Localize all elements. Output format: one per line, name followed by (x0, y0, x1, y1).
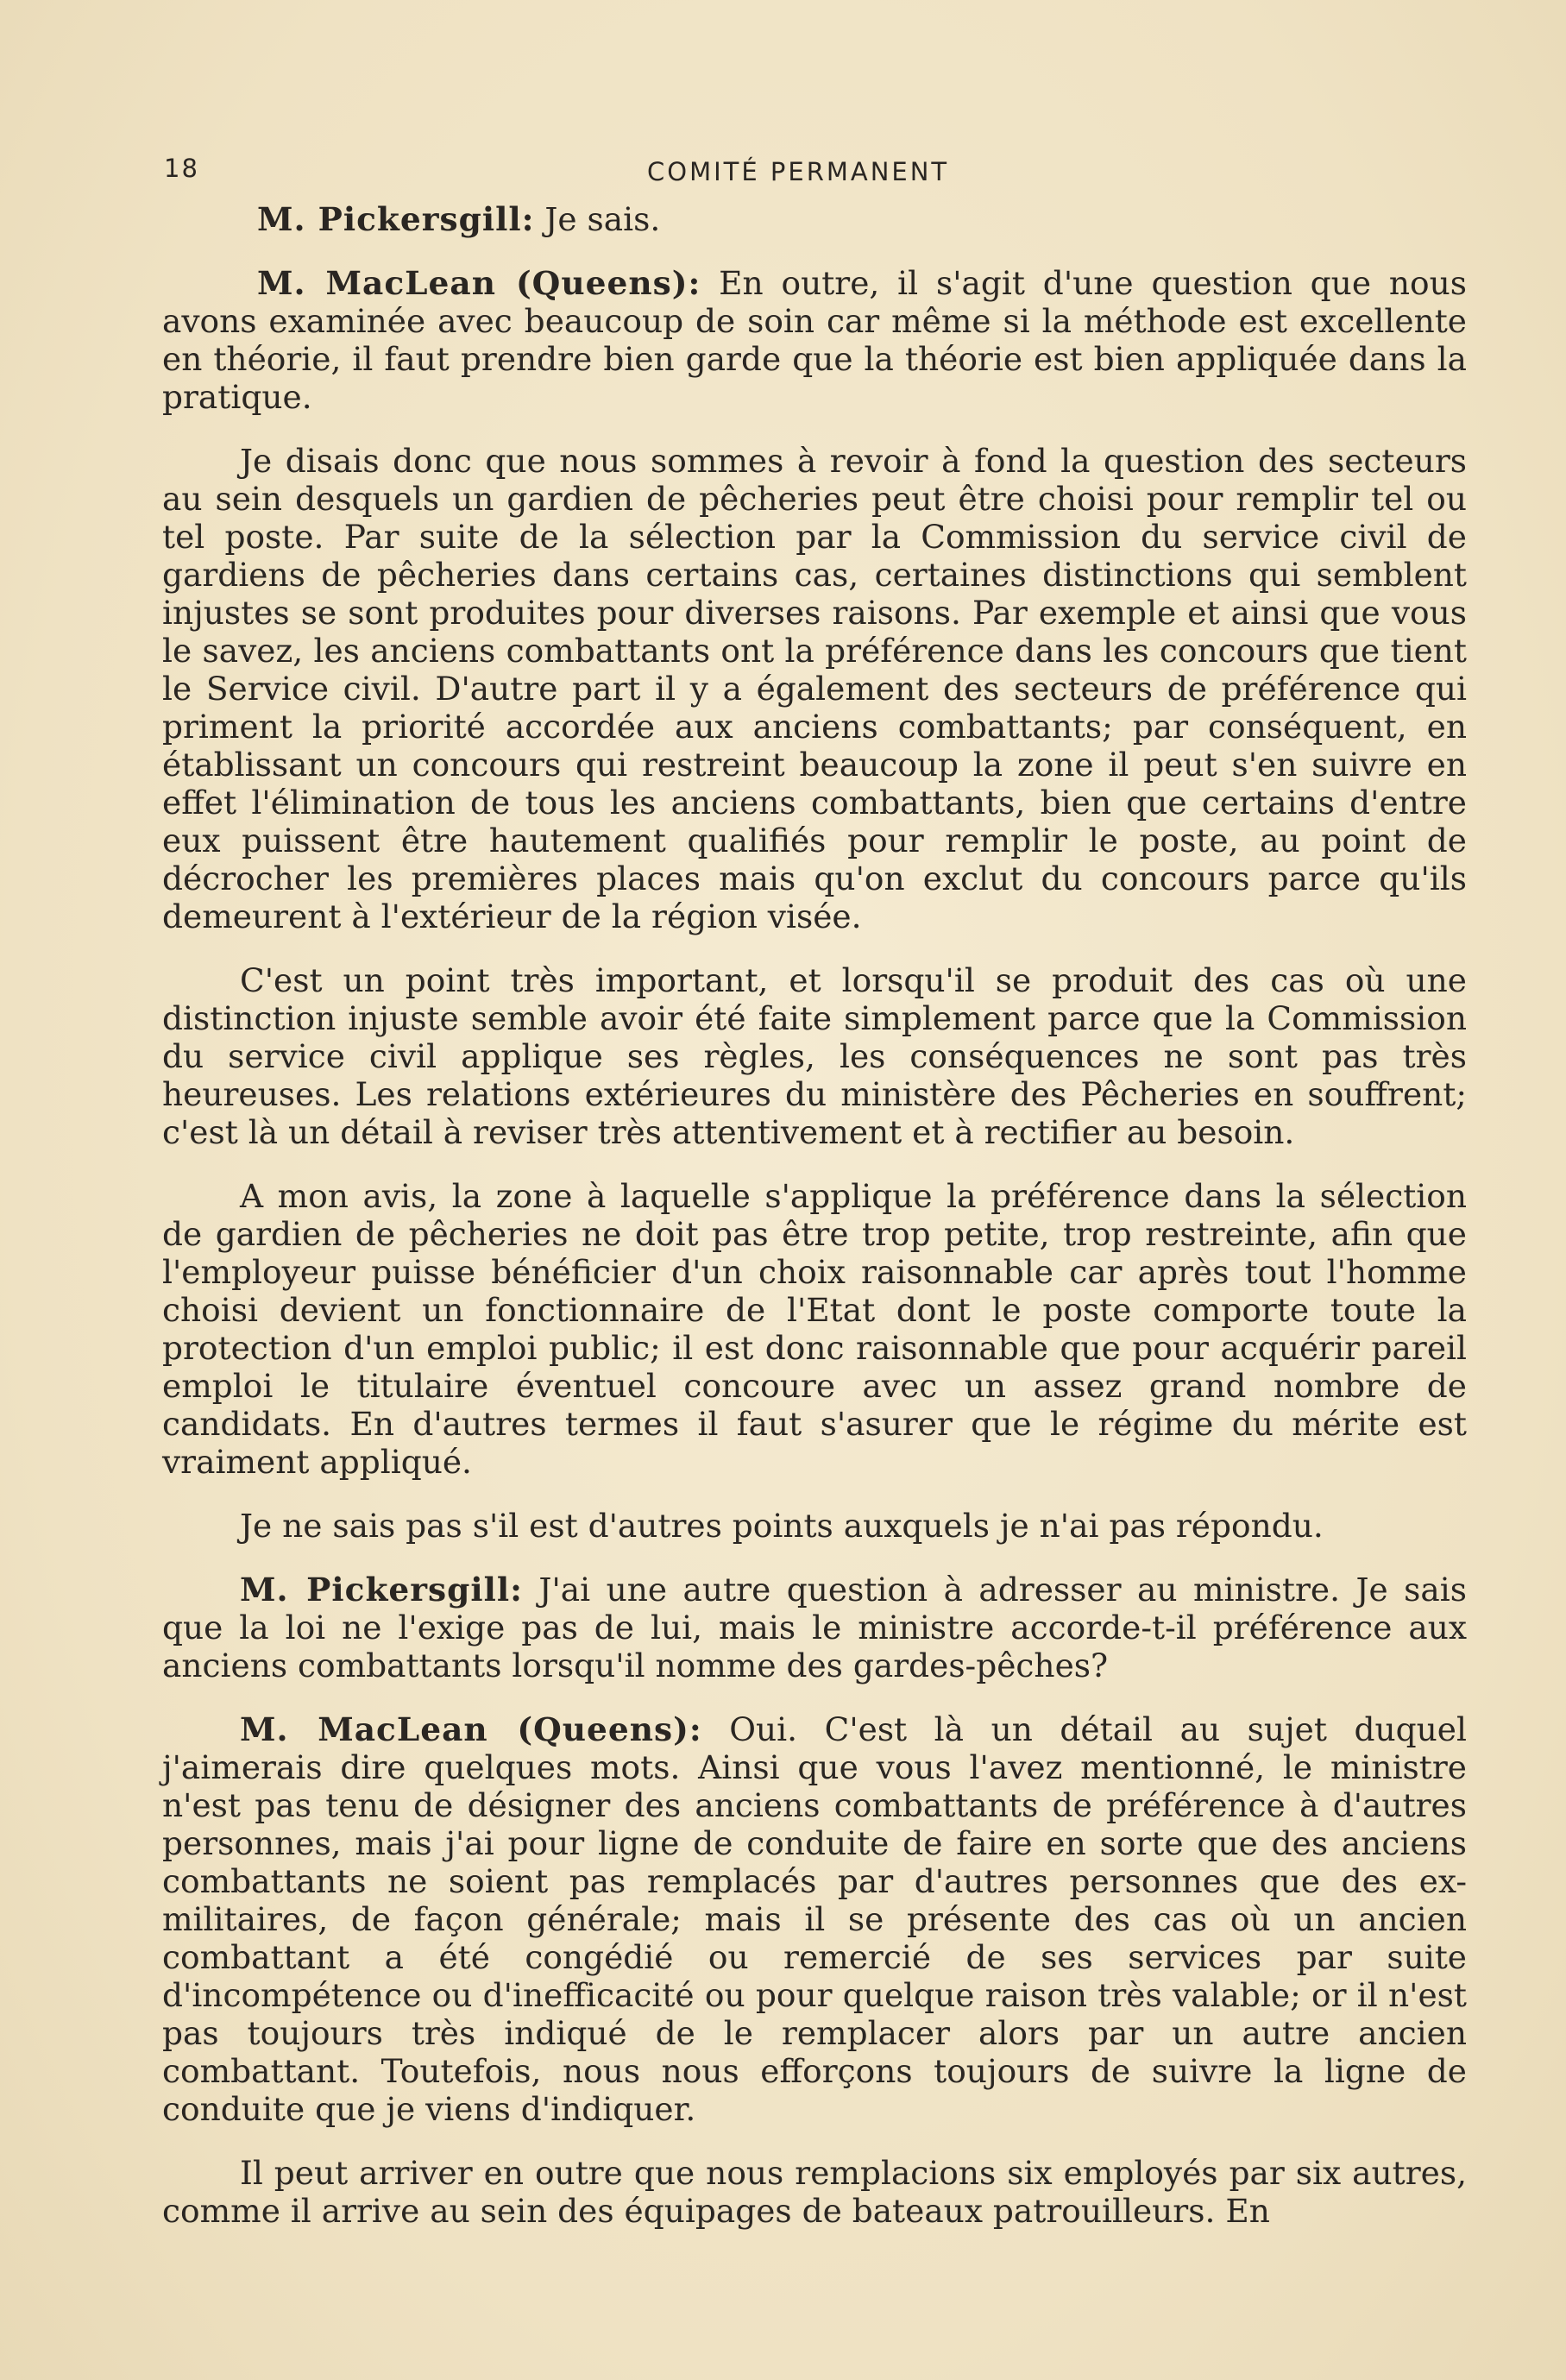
paragraph-text: J'ai une autre question à adresser au ministre. Je sais que la loi ne l'exige pas de lui, mais le ministre accorde-t-il préférence aux anciens combattants lorsqu'il nomme des gardes-pêches? (162, 1571, 1467, 1684)
paragraph-text: Il peut arriver en outre que nous remplacions six employés par six autres, comme il arrive au sein des équipages de bateaux patrouilleurs. En (162, 2154, 1467, 2230)
paragraph (162, 2154, 1467, 2230)
speaker-name: M. Pickersgill: (257, 200, 535, 238)
speaker-name: M. Pickersgill: (240, 1571, 523, 1609)
speaker-name: M. MacLean (Queens): (240, 1710, 702, 1748)
running-header (164, 154, 1484, 197)
paragraph (162, 1571, 1467, 1684)
paragraph (162, 200, 1467, 238)
paragraph-text: Je disais donc que nous sommes à revoir à fond la question des secteurs au sein desquels un gardien de pêcheries peut être choisi pour remplir tel ou tel poste. Par suite de la sélection par la Commission du service civil de gardiens de pêcheries dans certains cas, certaines distinctions qui semblent injustes se sont produites pour diverses raisons. Par exemple et ainsi que vous le savez, les anciens combattants ont la préférence dans les concours que tient le Service civil. D'autre part il y a également des secteurs de préférence qui priment la priorité accordée aux anciens combattants; par conséquent, en établissant un concours qui restreint beaucoup la zone il peut s'en suivre en effet l'élimination de tous les anciens combattants, bien que certains d'entre eux puissent être hautement qualifiés pour remplir le poste, au point de décrocher les premières places mais qu'on exclut du concours parce qu'ils demeurent à l'extérieur de la région visée. (162, 442, 1467, 935)
paragraph-text: Oui. C'est là un détail au sujet duquel j'aimerais dire quelques mots. Ainsi que vous l'avez mentionné, le ministre n'est pas tenu de désigner des anciens combattants de préférence à d'autres personnes, mais j'ai pour ligne de conduite de faire en sorte que des anciens combattants ne soient pas remplacés par d'autres personnes que des ex-militaires, de façon générale; mais il se présente des cas où un ancien combattant a été congédié ou remercié de ses services par suite d'incompétence ou d'inefficacité ou pour quelque raison très valable; or il n'est pas toujours très indiqué de le remplacer alors par un autre ancien combattant. Toutefois, nous nous efforçons toujours de suivre la ligne de conduite que je viens d'indiquer. (162, 1710, 1467, 2128)
paragraph (162, 1177, 1467, 1481)
paragraph (162, 442, 1467, 935)
paragraph-text: Je ne sais pas s'il est d'autres points auxquels je n'ai pas répondu. (240, 1507, 1324, 1545)
paragraph (162, 961, 1467, 1151)
paragraph-text: En outre, il s'agit d'une question que nous avons examinée avec beaucoup de soin car même si la méthode est excellente en théorie, il faut prendre bien garde que la théorie est bien appliquée dans la pratique. (162, 264, 1467, 416)
body-text (162, 200, 1467, 2256)
paragraph (162, 1507, 1467, 1545)
paragraph (162, 264, 1467, 416)
speaker-name: M. MacLean (Queens): (257, 264, 701, 302)
paragraph-text: Je sais. (534, 200, 661, 238)
paragraph-text: C'est un point très important, et lorsqu'il se produit des cas où une distinction injuste semble avoir été faite simplement parce que la Commission du service civil applique ses règles, les conséquences ne sont pas très heureuses. Les relations extérieures du ministère des Pêcheries en souffrent; c'est là un détail à reviser très attentivement et à rectifier au besoin. (162, 961, 1467, 1151)
paragraph-text: A mon avis, la zone à laquelle s'applique la préférence dans la sélection de gardien de pêcheries ne doit pas être trop petite, trop restreinte, afin que l'employeur puisse bénéficier d'un choix raisonnable car après tout l'homme choisi devient un fonctionnaire de l'Etat dont le poste comporte toute la protection d'un emploi public; il est donc raisonnable que pour acquérir pareil emploi le titulaire éventuel concoure avec un assez grand nombre de candidats. En d'autres termes il faut s'asurer que le régime du mérite est vraiment appliqué. (162, 1177, 1467, 1481)
running-title: COMITÉ PERMANENT (647, 157, 950, 186)
page-number: 18 (164, 154, 199, 183)
paragraph (162, 1710, 1467, 2128)
